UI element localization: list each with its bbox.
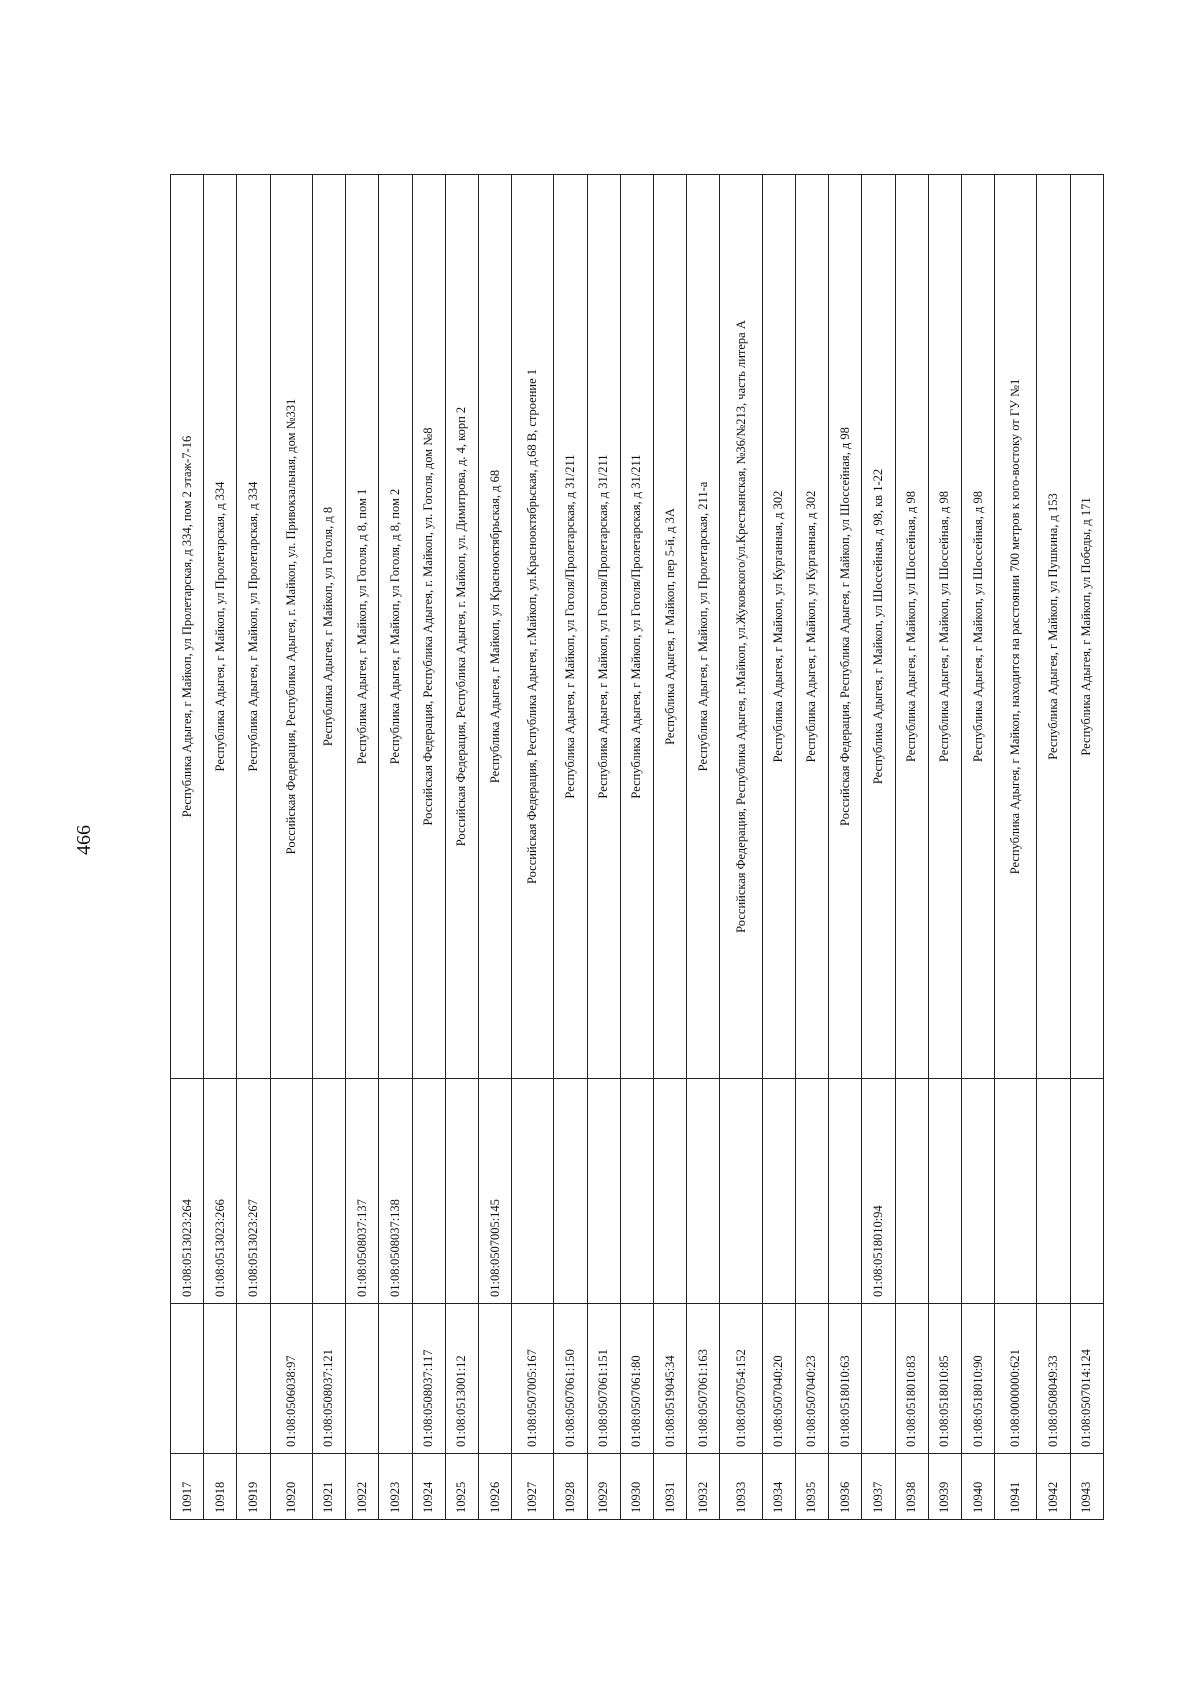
cadastral-number-cell	[204, 1304, 237, 1454]
address-cell: Российская Федерация, Республика Адыгея, г.Майкоп, ул.Жуковского/ул.Крестьянская, №36/№213, часть литера А	[720, 175, 762, 1079]
table-row	[270, 175, 312, 1520]
cadastral-number-cell: 01:08:0518010:90	[961, 1304, 994, 1454]
cadastral-number-cell: 01:08:0513001:12	[445, 1304, 478, 1454]
row-number-cell: 10918	[204, 1454, 237, 1520]
cadastral-number-cell: 01:08:0507005:167	[512, 1304, 554, 1454]
cadastral-number-cell	[478, 1304, 511, 1454]
row-number-cell: 10933	[720, 1454, 762, 1520]
address-cell: Российская Федерация, Республика Адыгея, г Майкоп, ул Шоссейная, д 98	[829, 175, 862, 1079]
table-row	[687, 175, 720, 1520]
row-number-cell: 10941	[995, 1454, 1037, 1520]
address-cell: Республика Адыгея, г Майкоп, ул Шоссейная, д 98	[895, 175, 928, 1079]
table-row	[862, 175, 895, 1520]
premises-cadastral-number-cell: 01:08:0513023:267	[237, 1079, 270, 1304]
premises-cadastral-number-cell: 01:08:0513023:266	[204, 1079, 237, 1304]
row-number-cell: 10923	[379, 1454, 412, 1520]
address-cell: Республика Адыгея, г Майкоп, ул Пролетарская, д 334	[237, 175, 270, 1079]
table-row	[995, 175, 1037, 1520]
row-number-cell: 10932	[687, 1454, 720, 1520]
row-number-cell: 10943	[1070, 1454, 1103, 1520]
address-cell: Республика Адыгея, г Майкоп, ул Гоголя/Пролетарская, д 31/211	[587, 175, 620, 1079]
table-row	[961, 175, 994, 1520]
rotated-table-wrapper	[170, 175, 1104, 1520]
page-number: 466	[73, 825, 95, 855]
premises-cadastral-number-cell	[720, 1079, 762, 1304]
row-number-cell: 10937	[862, 1454, 895, 1520]
row-number-cell: 10930	[620, 1454, 653, 1520]
address-cell: Республика Адыгея, г Майкоп, ул Пролетарская, 211-а	[687, 175, 720, 1079]
cadastral-number-cell: 01:08:0508037:121	[312, 1304, 345, 1454]
premises-cadastral-number-cell	[1037, 1079, 1070, 1304]
premises-cadastral-number-cell	[829, 1079, 862, 1304]
row-number-cell: 10925	[445, 1454, 478, 1520]
address-cell: Республика Адыгея, г Майкоп, ул Гоголя, д 8, пом 1	[346, 175, 379, 1079]
table-row	[720, 175, 762, 1520]
premises-cadastral-number-cell	[554, 1079, 587, 1304]
cadastral-number-cell	[346, 1304, 379, 1454]
row-number-cell: 10919	[237, 1454, 270, 1520]
premises-cadastral-number-cell	[895, 1079, 928, 1304]
row-number-cell: 10928	[554, 1454, 587, 1520]
row-number-cell: 10922	[346, 1454, 379, 1520]
table-row	[1070, 175, 1103, 1520]
table-row	[412, 175, 445, 1520]
cadastral-number-cell	[862, 1304, 895, 1454]
row-number-cell: 10939	[928, 1454, 961, 1520]
table-row	[171, 175, 204, 1520]
cadastral-number-cell: 01:08:0507054:152	[720, 1304, 762, 1454]
row-number-cell: 10920	[270, 1454, 312, 1520]
cadastral-number-cell: 01:08:0519045:34	[654, 1304, 687, 1454]
cadastral-number-cell	[237, 1304, 270, 1454]
premises-cadastral-number-cell	[928, 1079, 961, 1304]
cadastral-number-cell: 01:08:0507061:80	[620, 1304, 653, 1454]
address-cell: Российская Федерация, Республика Адыгея, г.Майкоп, ул.Краснооктябрьская, д.68 В, строение 1	[512, 175, 554, 1079]
row-number-cell: 10921	[312, 1454, 345, 1520]
address-cell: Республика Адыгея, г Майкоп, ул Гоголя/Пролетарская, д 31/211	[620, 175, 653, 1079]
cadastral-number-cell	[171, 1304, 204, 1454]
table-row	[312, 175, 345, 1520]
premises-cadastral-number-cell: 01:08:0508037:138	[379, 1079, 412, 1304]
cadastral-number-cell: 01:08:0507061:163	[687, 1304, 720, 1454]
table-row	[1037, 175, 1070, 1520]
premises-cadastral-number-cell: 01:08:0508037:137	[346, 1079, 379, 1304]
row-number-cell: 10938	[895, 1454, 928, 1520]
row-number-cell: 10942	[1037, 1454, 1070, 1520]
cadastral-number-cell	[379, 1304, 412, 1454]
table-row	[928, 175, 961, 1520]
address-cell: Республика Адыгея, г Майкоп, находится на расстоянии 700 метров к юго-востоку от ГУ №1	[995, 175, 1037, 1079]
table-row	[829, 175, 862, 1520]
registry-table-body	[171, 175, 1104, 1520]
premises-cadastral-number-cell	[995, 1079, 1037, 1304]
address-cell: Республика Адыгея, г Майкоп, ул Гоголя/Пролетарская, д 31/211	[554, 175, 587, 1079]
table-row	[554, 175, 587, 1520]
address-cell: Республика Адыгея, г Майкоп, пер 5-й, д 3А	[654, 175, 687, 1079]
cadastral-number-cell: 01:08:0508049:33	[1037, 1304, 1070, 1454]
premises-cadastral-number-cell	[587, 1079, 620, 1304]
premises-cadastral-number-cell	[620, 1079, 653, 1304]
row-number-cell: 10936	[829, 1454, 862, 1520]
row-number-cell: 10917	[171, 1454, 204, 1520]
table-row	[654, 175, 687, 1520]
cadastral-number-cell: 01:08:0000000:621	[995, 1304, 1037, 1454]
premises-cadastral-number-cell	[312, 1079, 345, 1304]
registry-table	[170, 174, 1104, 1520]
premises-cadastral-number-cell: 01:08:0507005:145	[478, 1079, 511, 1304]
address-cell: Республика Адыгея, г Майкоп, ул Шоссейная, д 98, кв 1-22	[862, 175, 895, 1079]
premises-cadastral-number-cell	[961, 1079, 994, 1304]
premises-cadastral-number-cell	[445, 1079, 478, 1304]
row-number-cell: 10931	[654, 1454, 687, 1520]
address-cell: Республика Адыгея, г Майкоп, ул Шоссейная, д 98	[928, 175, 961, 1079]
premises-cadastral-number-cell: 01:08:0513023:264	[171, 1079, 204, 1304]
row-number-cell: 10934	[762, 1454, 795, 1520]
address-cell: Республика Адыгея, г Майкоп, ул Победы, д 171	[1070, 175, 1103, 1079]
premises-cadastral-number-cell	[687, 1079, 720, 1304]
premises-cadastral-number-cell	[1070, 1079, 1103, 1304]
premises-cadastral-number-cell	[795, 1079, 828, 1304]
address-cell: Республика Адыгея, г Майкоп, ул Краснооктябрьская, д 68	[478, 175, 511, 1079]
premises-cadastral-number-cell	[654, 1079, 687, 1304]
table-row	[512, 175, 554, 1520]
table-row	[762, 175, 795, 1520]
cadastral-number-cell: 01:08:0507014:124	[1070, 1304, 1103, 1454]
address-cell: Республика Адыгея, г Майкоп, ул Шоссейная, д 98	[961, 175, 994, 1079]
premises-cadastral-number-cell	[270, 1079, 312, 1304]
row-number-cell: 10926	[478, 1454, 511, 1520]
cadastral-number-cell: 01:08:0506038:97	[270, 1304, 312, 1454]
premises-cadastral-number-cell	[412, 1079, 445, 1304]
cadastral-number-cell: 01:08:0518010:63	[829, 1304, 862, 1454]
cadastral-number-cell: 01:08:0507061:151	[587, 1304, 620, 1454]
address-cell: Российская Федерация, Республика Адыгея, г. Майкоп, ул. Гоголя, дом №8	[412, 175, 445, 1079]
cadastral-number-cell: 01:08:0518010:85	[928, 1304, 961, 1454]
row-number-cell: 10924	[412, 1454, 445, 1520]
cadastral-number-cell: 01:08:0507040:23	[795, 1304, 828, 1454]
address-cell: Российская Федерация, Республика Адыгея, г. Майкоп, ул. Димитрова, д. 4, корп 2	[445, 175, 478, 1079]
row-number-cell: 10935	[795, 1454, 828, 1520]
cadastral-number-cell: 01:08:0507061:150	[554, 1304, 587, 1454]
table-row	[587, 175, 620, 1520]
address-cell: Республика Адыгея, г Майкоп, ул Гоголя, д 8, пом 2	[379, 175, 412, 1079]
address-cell: Республика Адыгея, г Майкоп, ул Пролетарская, д 334	[204, 175, 237, 1079]
cadastral-number-cell: 01:08:0508037:117	[412, 1304, 445, 1454]
address-cell: Российская Федерация, Республика Адыгея, г. Майкоп, ул. Привокзальная, дом №331	[270, 175, 312, 1079]
premises-cadastral-number-cell	[512, 1079, 554, 1304]
table-row	[346, 175, 379, 1520]
address-cell: Республика Адыгея, г Майкоп, ул Гоголя, д 8	[312, 175, 345, 1079]
table-row	[237, 175, 270, 1520]
row-number-cell: 10940	[961, 1454, 994, 1520]
cadastral-number-cell: 01:08:0518010:83	[895, 1304, 928, 1454]
row-number-cell: 10929	[587, 1454, 620, 1520]
premises-cadastral-number-cell: 01:08:0518010:94	[862, 1079, 895, 1304]
table-row	[379, 175, 412, 1520]
table-row	[204, 175, 237, 1520]
address-cell: Республика Адыгея, г Майкоп, ул Пролетарская, д 334, пом 2 этаж-7-16	[171, 175, 204, 1079]
address-cell: Республика Адыгея, г Майкоп, ул Пушкина, д 153	[1037, 175, 1070, 1079]
row-number-cell: 10927	[512, 1454, 554, 1520]
table-row	[445, 175, 478, 1520]
table-row	[478, 175, 511, 1520]
address-cell: Республика Адыгея, г Майкоп, ул Курганная, д 302	[762, 175, 795, 1079]
table-row	[795, 175, 828, 1520]
address-cell: Республика Адыгея, г Майкоп, ул Курганная, д 302	[795, 175, 828, 1079]
table-row	[895, 175, 928, 1520]
cadastral-number-cell: 01:08:0507040:20	[762, 1304, 795, 1454]
premises-cadastral-number-cell	[762, 1079, 795, 1304]
table-row	[620, 175, 653, 1520]
